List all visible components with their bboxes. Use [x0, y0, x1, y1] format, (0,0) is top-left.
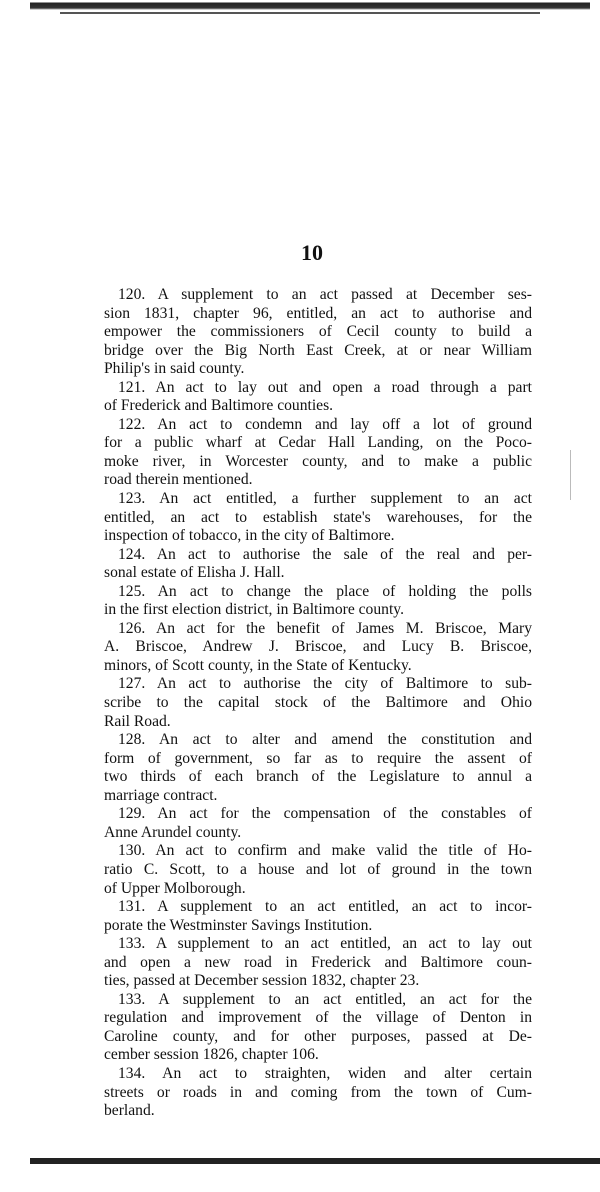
bottom-border-rule: [30, 1158, 600, 1164]
text-line: 131. A supplement to an act entitled, an act to incor-: [118, 898, 532, 916]
text-line: Philip's in said county.: [104, 360, 245, 378]
text-line: 123. An act entitled, a further supplement to an act: [118, 490, 532, 508]
text-line: scribe to the capital stock of the Baltimore and Ohio: [104, 694, 532, 712]
text-line: ratio C. Scott, to a house and lot of ground in the town: [104, 860, 532, 878]
text-line: Caroline county, and for other purposes, passed at De-: [104, 1027, 532, 1045]
text-line: form of government, so far as to require the assent of: [104, 749, 532, 767]
text-line: 125. An act to change the place of holding the polls: [118, 582, 532, 600]
text-line: berland.: [104, 1102, 155, 1120]
text-line: 134. An act to straighten, widen and alter certain: [118, 1064, 532, 1082]
text-line: bridge over the Big North East Creek, at or near William: [104, 341, 532, 359]
text-line: porate the Westminster Savings Institution.: [104, 916, 373, 934]
text-line: empower the commissioners of Cecil county to build a: [104, 323, 532, 341]
text-line: 130. An act to confirm and make valid the title of Ho-: [118, 842, 532, 860]
text-line: entitled, an act to establish state's warehouses, for the: [104, 508, 532, 526]
text-line: road therein mentioned.: [104, 471, 253, 489]
top-border-rule-inner: [60, 12, 540, 14]
scan-artifact: [570, 450, 571, 500]
page-number: 10: [301, 240, 323, 265]
text-line: of Upper Molborough.: [104, 879, 246, 897]
text-line: streets or roads in and coming from the town of Cum-: [104, 1083, 532, 1101]
text-line: 133. A supplement to an act entitled, an act to lay out: [118, 935, 532, 953]
text-line: two thirds of each branch of the Legislature to annul a: [104, 768, 532, 786]
text-line: of Frederick and Baltimore counties.: [104, 397, 334, 415]
text-line: 124. An act to authorise the sale of the real and per-: [118, 545, 532, 563]
text-line: cember session 1826, chapter 106.: [104, 1046, 319, 1064]
text-line: in the first election district, in Baltimore county.: [104, 601, 404, 619]
text-line: A. Briscoe, Andrew J. Briscoe, and Lucy B. Briscoe,: [104, 638, 532, 656]
text-line: 120. A supplement to an act passed at December ses-: [118, 286, 532, 303]
text-line: for a public wharf at Cedar Hall Landing, on the Poco-: [104, 434, 532, 452]
text-line: sonal estate of Elisha J. Hall.: [104, 564, 285, 582]
text-line: 127. An act to authorise the city of Baltimore to sub-: [118, 675, 532, 693]
text-line: regulation and improvement of the village of Denton in: [104, 1009, 532, 1027]
text-line: 133. A supplement to an act entitled, an act for the: [118, 990, 532, 1008]
text-line: 128. An act to alter and amend the constitution and: [118, 731, 532, 749]
text-line: 122. An act to condemn and lay off a lot of ground: [118, 415, 532, 433]
text-line: minors, of Scott county, in the State of Kentucky.: [104, 656, 412, 674]
text-line: inspection of tobacco, in the city of Baltimore.: [104, 527, 395, 545]
text-line: sion 1831, chapter 96, entitled, an act to authorise and: [104, 304, 532, 322]
text-line: and open a new road in Frederick and Baltimore coun-: [104, 953, 532, 971]
text-line: 126. An act for the benefit of James M. Briscoe, Mary: [118, 619, 532, 637]
text-line: Anne Arundel county.: [104, 823, 242, 841]
text-line: ties, passed at December session 1832, chapter 23.: [104, 972, 420, 990]
text-line: marriage contract.: [104, 786, 218, 804]
text-line: 121. An act to lay out and open a road through a part: [118, 378, 532, 396]
text-line: moke river, in Worcester county, and to make a public: [104, 452, 532, 470]
text-line: Rail Road.: [104, 712, 171, 730]
acts-list: [104, 286, 532, 1121]
top-border-rule: [30, 0, 590, 10]
text-line: 129. An act for the compensation of the constables of: [118, 805, 532, 823]
